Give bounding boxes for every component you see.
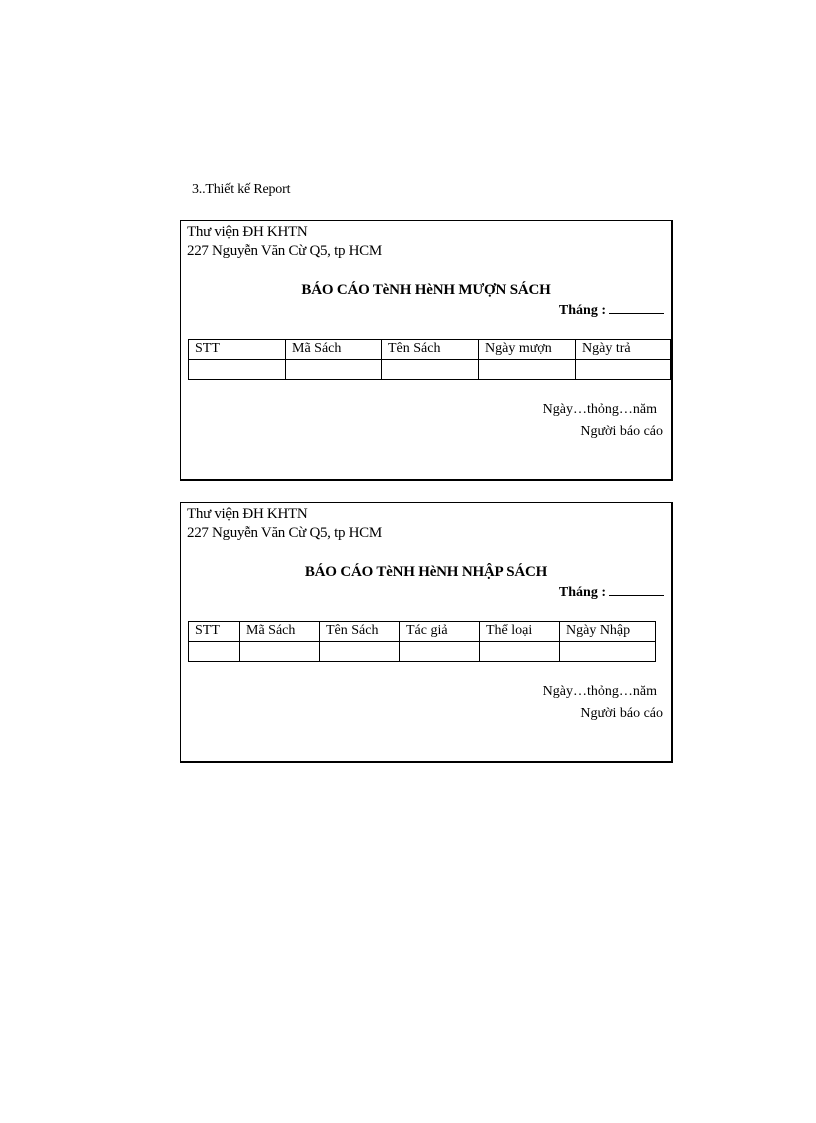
table-header-row — [189, 340, 671, 360]
date-line: Ngày…thỏng…năm — [542, 684, 657, 699]
table-row — [189, 360, 671, 380]
month-label: Tháng : — [558, 303, 606, 318]
table-cell — [240, 642, 320, 662]
signature-block — [543, 399, 663, 443]
col-header: Tác giả — [400, 622, 480, 642]
import-report-template — [180, 502, 673, 763]
col-header: Ngày trả — [576, 340, 671, 360]
col-header: Ngày Nhập — [560, 622, 656, 642]
month-label: Tháng : — [558, 585, 606, 600]
section-heading: 3..Thiết kế Report — [192, 182, 291, 197]
table-row — [189, 642, 656, 662]
col-header: STT — [189, 340, 286, 360]
col-header: Mã Sách — [286, 340, 382, 360]
table-cell — [382, 360, 479, 380]
table-cell — [189, 642, 240, 662]
col-header: Mã Sách — [240, 622, 320, 642]
org-block — [187, 223, 382, 261]
col-header: STT — [189, 622, 240, 642]
table-header-row — [189, 622, 656, 642]
table-cell — [400, 642, 480, 662]
table-cell — [286, 360, 382, 380]
signer-label: Người báo cáo — [580, 706, 663, 721]
org-block — [187, 505, 382, 543]
table-cell — [560, 642, 656, 662]
month-blank-line — [609, 301, 664, 314]
table-cell — [320, 642, 400, 662]
org-name: Thư viện ĐH KHTN — [187, 224, 308, 240]
table-cell — [479, 360, 576, 380]
col-header: Thể loại — [480, 622, 560, 642]
org-address: 227 Nguyễn Văn Cừ Q5, tp HCM — [187, 525, 382, 541]
borrow-report-template — [180, 220, 673, 481]
month-field — [559, 301, 664, 319]
signature-block — [543, 681, 663, 725]
table-cell — [480, 642, 560, 662]
col-header: Ngày mượn — [479, 340, 576, 360]
org-name: Thư viện ĐH KHTN — [187, 506, 308, 522]
month-blank-line — [609, 583, 664, 596]
date-line: Ngày…thỏng…năm — [542, 402, 657, 417]
col-header: Tên Sách — [320, 622, 400, 642]
borrow-table — [188, 339, 671, 380]
month-field — [559, 583, 664, 601]
col-header: Tên Sách — [382, 340, 479, 360]
import-table — [188, 621, 656, 662]
org-address: 227 Nguyễn Văn Cừ Q5, tp HCM — [187, 243, 382, 259]
signer-label: Người báo cáo — [580, 424, 663, 439]
table-cell — [576, 360, 671, 380]
report-title: BÁO CÁO TèNH HèNH NHẬP SÁCH — [304, 564, 548, 580]
report-title: BÁO CÁO TèNH HèNH MƯỢN SÁCH — [301, 282, 551, 298]
table-cell — [189, 360, 286, 380]
